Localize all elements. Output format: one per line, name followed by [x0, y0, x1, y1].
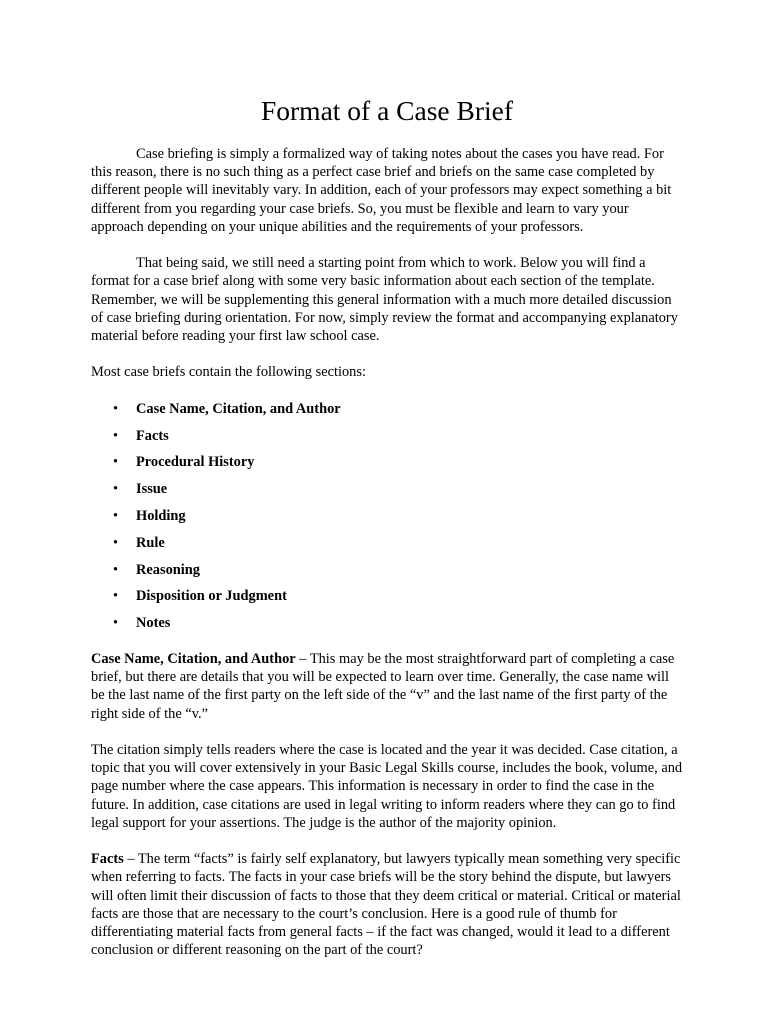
bullet-icon: • [113, 481, 119, 498]
sections-list [91, 400, 683, 641]
list-item [91, 480, 683, 507]
bullet-icon: • [113, 615, 119, 632]
case-name-heading: Case Name, Citation, and Author [91, 650, 296, 667]
list-item [91, 534, 683, 561]
facts-text: – The term “facts” is fairly self explanatory, but lawyers typically mean something very specific when referring to facts. The facts in your case briefs will be the story behind the dispute, but lawyers will often limit their discussion of facts to those that they deem critical or material. Critical or material facts are those that are necessary to the court’s conclusion. Here is a good rule of thumb for differentiating material facts from general facts – if the fact was changed, would it lead to a different conclusion or different reasoning on the part of the court? [91, 851, 681, 959]
sections-intro: Most case briefs contain the following sections: [91, 364, 366, 381]
case-name-paragraph [91, 650, 683, 723]
section-label: Reasoning [136, 561, 200, 578]
list-item [91, 427, 683, 454]
section-label: Facts [136, 427, 169, 444]
facts-heading: Facts [91, 851, 124, 868]
list-item [91, 507, 683, 534]
bullet-icon: • [113, 454, 119, 471]
section-label: Notes [136, 615, 171, 632]
bullet-icon: • [113, 507, 119, 524]
section-label: Issue [136, 481, 168, 498]
bullet-icon: • [113, 400, 119, 417]
bullet-icon: • [113, 588, 119, 605]
facts-paragraph [91, 850, 683, 959]
list-item [91, 587, 683, 614]
section-label: Disposition or Judgment [136, 588, 287, 605]
list-item [91, 453, 683, 480]
intro-paragraph-1: Case briefing is simply a formalized way of taking notes about the cases you have read. For this reason, there is no such thing as a perfect case brief and briefs on the same case completed by different people will inevitably vary. In addition, each of your professors may expect something a bit different from you regarding your case briefs. So, you must be flexible and learn to vary your approach depending on your unique abilities and the requirements of your professors. [91, 146, 672, 235]
section-label: Rule [136, 534, 165, 551]
list-item [91, 561, 683, 588]
bullet-icon: • [113, 561, 119, 578]
bullet-icon: • [113, 534, 119, 551]
section-label: Case Name, Citation, and Author [136, 400, 341, 417]
bullet-icon: • [113, 427, 119, 444]
intro-paragraph-2: That being said, we still need a starting point from which to work. Below you will find a format for a case brief along with some very basic information about each section of the template. Remember, we will be supplementing this general information with a much more detailed discussion of case briefing during orientation. For now, simply review the format and accompanying explanatory material before reading your first law school case. [91, 255, 678, 345]
case-name-text: – This may be the most straightforward part of completing a case brief, but there are details that you will be expected to learn over time. Generally, the case name will be the last name of the first party on the left side of the “v” and the last name of the first party of the right side of the “v.” [91, 650, 675, 722]
list-item [91, 400, 683, 427]
document-body [91, 145, 683, 978]
page-title: Format of a Case Brief [260, 95, 513, 126]
section-label: Procedural History [136, 454, 255, 471]
section-label: Holding [136, 507, 186, 524]
citation-paragraph: The citation simply tells readers where the case is located and the year it was decided. Case citation, a topic that you will cover extensively in your Basic Legal Skills course, includes the book, volume, and page number where the case appears. This information is necessary in order to find the case in the future. In addition, case citations are used in legal writing to inform readers where they can go to find legal support for your assertions. The judge is the author of the majority opinion. [91, 741, 683, 831]
list-item [91, 614, 683, 641]
